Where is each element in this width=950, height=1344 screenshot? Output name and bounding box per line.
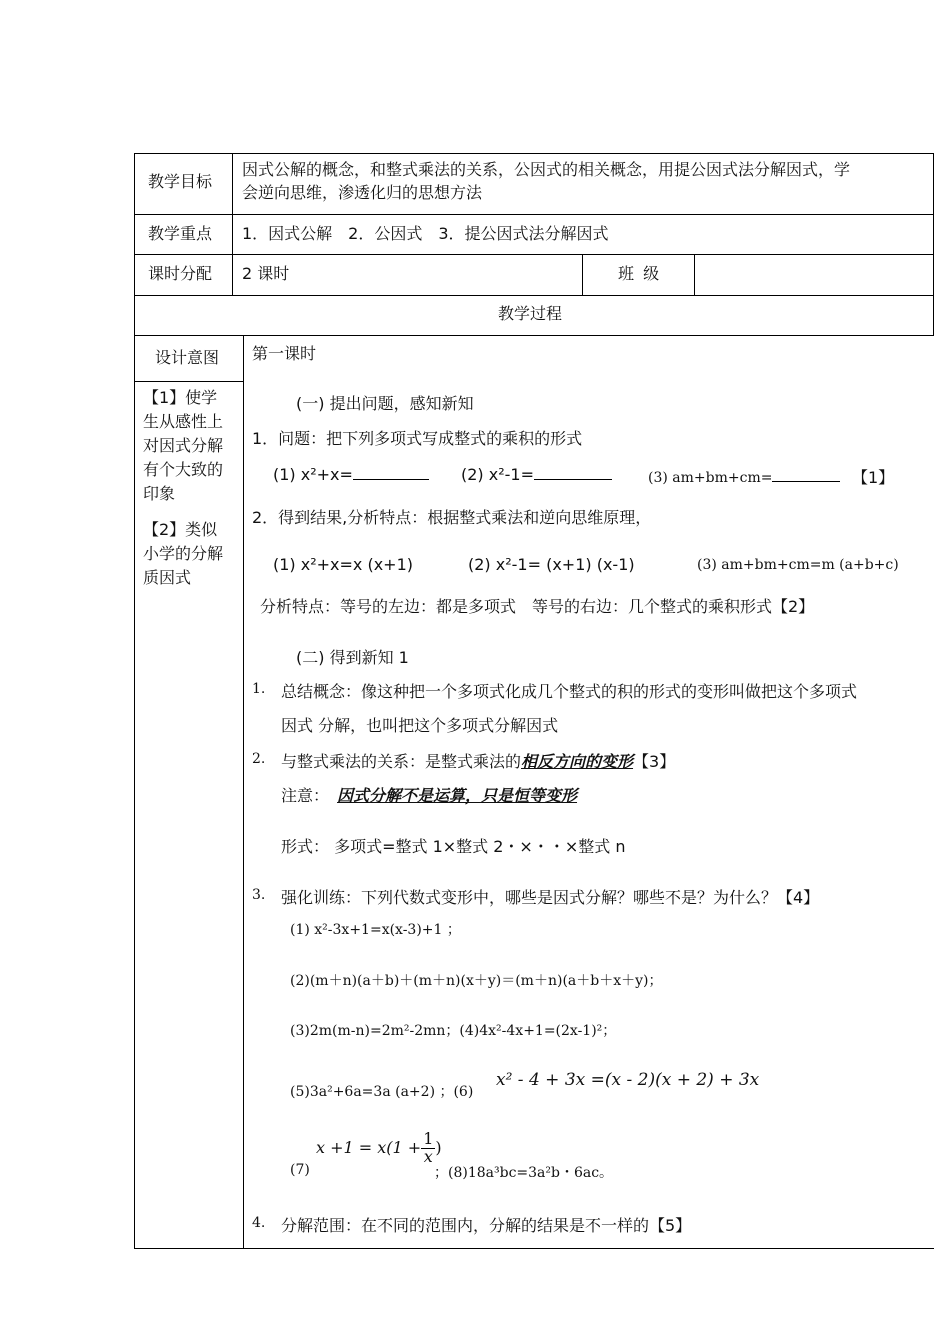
process-title: 教学过程 <box>498 304 563 323</box>
point-2-mark: 【3】 <box>633 752 676 771</box>
objective-text-line2: 会逆向思维，渗透化归的思想方法 <box>242 183 483 202</box>
q1-item-3 <box>648 467 840 486</box>
q1-mark: 【1】 <box>852 468 895 487</box>
section-2-heading: (二) 得到新知 1 <box>296 648 409 667</box>
q1-item-3-text: (3) am+bm+cm= <box>648 470 773 486</box>
table-border-bottom-right <box>243 1248 934 1249</box>
side-note-1-line: 对因式分解 <box>143 436 224 455</box>
row-divider-2 <box>134 254 934 255</box>
side-note-2 <box>143 518 223 590</box>
focus-text: 1．因式公解 2．公因式 3．提公因式法分解因式 <box>242 224 609 243</box>
q2-result-3: (3) am+bm+cm=m (a+b+c) <box>697 557 899 573</box>
side-header: 设计意图 <box>155 348 220 367</box>
row-divider-1 <box>134 214 934 215</box>
row-label-objective: 教学目标 <box>148 172 213 191</box>
class-column-divider-1 <box>582 254 583 295</box>
exercise-7-formula <box>316 1131 442 1166</box>
exercise-3-4: (3)2m(m-n)=2m²-2mn；(4)4x²-4x+1=(2x-1)²； <box>290 1023 617 1039</box>
note-label: 注意： <box>281 786 330 805</box>
side-header-divider <box>134 381 243 382</box>
row-divider-3 <box>134 295 934 296</box>
point-2-text: 与整式乘法的关系：是整式乘法的 <box>281 752 522 771</box>
point-1-line2: 因式 分解，也叫把这个多项式分解因式 <box>281 716 559 735</box>
point-2-emphasis: 相反方向的变形 <box>521 752 634 771</box>
side-note-1 <box>143 386 223 506</box>
question-2: 2．得到结果,分析特点：根据整式乘法和逆向思维原理， <box>252 508 652 527</box>
answer-blank <box>353 465 429 480</box>
exercise-2: (2)(m＋n)(a＋b)＋(m＋n)(x＋y)＝(m＋n)(a＋b＋x＋y)； <box>290 973 663 989</box>
point-3-number: 3. <box>252 887 266 903</box>
q1-item-1-text: (1) x²+x= <box>273 465 353 484</box>
label-column-divider <box>232 153 233 295</box>
table-border-top <box>134 153 934 154</box>
row-label-focus: 教学重点 <box>148 224 213 243</box>
q2-feature: 分析特点：等号的左边：都是多项式 等号的右边：几个整式的乘积形式【2】 <box>260 597 815 616</box>
exercise-5: (5)3a²+6a=3a (a+2) ；(6) <box>290 1084 474 1100</box>
side-note-2-line: 【2】类似 <box>143 520 218 539</box>
table-border-left <box>134 153 135 1249</box>
answer-blank <box>772 467 840 482</box>
side-note-1-line: 【1】使学 <box>143 388 218 407</box>
q1-item-2 <box>461 465 612 484</box>
section-1-heading: (一) 提出问题，感知新知 <box>296 394 474 413</box>
q1-item-1 <box>273 465 429 484</box>
point-1-number: 1. <box>252 681 266 697</box>
row-divider-4 <box>134 335 934 336</box>
row-label-period: 课时分配 <box>148 264 213 283</box>
side-note-1-line: 生从感性上 <box>143 412 224 431</box>
side-note-1-line: 印象 <box>143 484 176 503</box>
exercise-7-formula-left: x +1 = x(1 + <box>316 1137 422 1157</box>
objective-text-line1: 因式公解的概念，和整式乘法的关系，公因式的相关概念，用提公因式法分解因式，学 <box>242 160 851 179</box>
side-note-1-line: 有个大致的 <box>143 460 224 479</box>
side-column-divider <box>243 335 244 1249</box>
lesson-title: 第一课时 <box>252 344 317 363</box>
point-4-number: 4. <box>252 1215 266 1231</box>
class-label: 班 级 <box>618 264 662 283</box>
q2-result-2: (2) x²-1= (x+1) (x-1) <box>468 555 635 574</box>
point-2 <box>281 749 675 772</box>
exercise-7-fraction <box>421 1131 435 1166</box>
form-text: 形式： 多项式=整式 1×整式 2・×・・×整式 n <box>281 837 626 856</box>
class-column-divider-2 <box>694 254 695 295</box>
exercise-7-formula-tail: ) <box>435 1137 442 1157</box>
exercise-1: (1) x²-3x+1=x(x-3)+1 ； <box>290 922 461 938</box>
point-2-number: 2. <box>252 751 266 767</box>
answer-blank <box>534 465 612 480</box>
fraction-numerator: 1 <box>423 1129 434 1148</box>
note <box>281 783 577 806</box>
question-1: 1．问题：把下列多项式写成整式的乘积的形式 <box>252 429 583 448</box>
table-border-right-top <box>933 153 934 335</box>
side-note-2-line: 质因式 <box>143 568 192 587</box>
point-1-line1: 总结概念：像这种把一个多项式化成几个整式的积的形式的变形叫做把这个多项式 <box>281 682 858 701</box>
table-border-bottom <box>134 1248 243 1249</box>
side-note-2-line: 小学的分解 <box>143 544 224 563</box>
fraction-denominator: x <box>423 1146 433 1166</box>
point-4: 分解范围：在不同的范围内，分解的结果是不一样的【5】 <box>281 1216 692 1235</box>
q1-item-2-text: (2) x²-1= <box>461 465 534 484</box>
exercise-7-label: (7) <box>290 1162 310 1178</box>
point-3: 强化训练：下列代数式变形中，哪些是因式分解？哪些不是？为什么？【4】 <box>281 888 820 907</box>
note-emphasis: 因式分解不是运算，只是恒等变形 <box>337 786 578 805</box>
exercise-6-formula: x² - 4 + 3x =(x - 2)(x + 2) + 3x <box>496 1070 760 1090</box>
exercise-8: ；(8)18a³bc=3a²b・6ac。 <box>434 1165 614 1181</box>
q2-result-1: (1) x²+x=x (x+1) <box>273 555 414 574</box>
period-text: 2 课时 <box>242 264 290 283</box>
